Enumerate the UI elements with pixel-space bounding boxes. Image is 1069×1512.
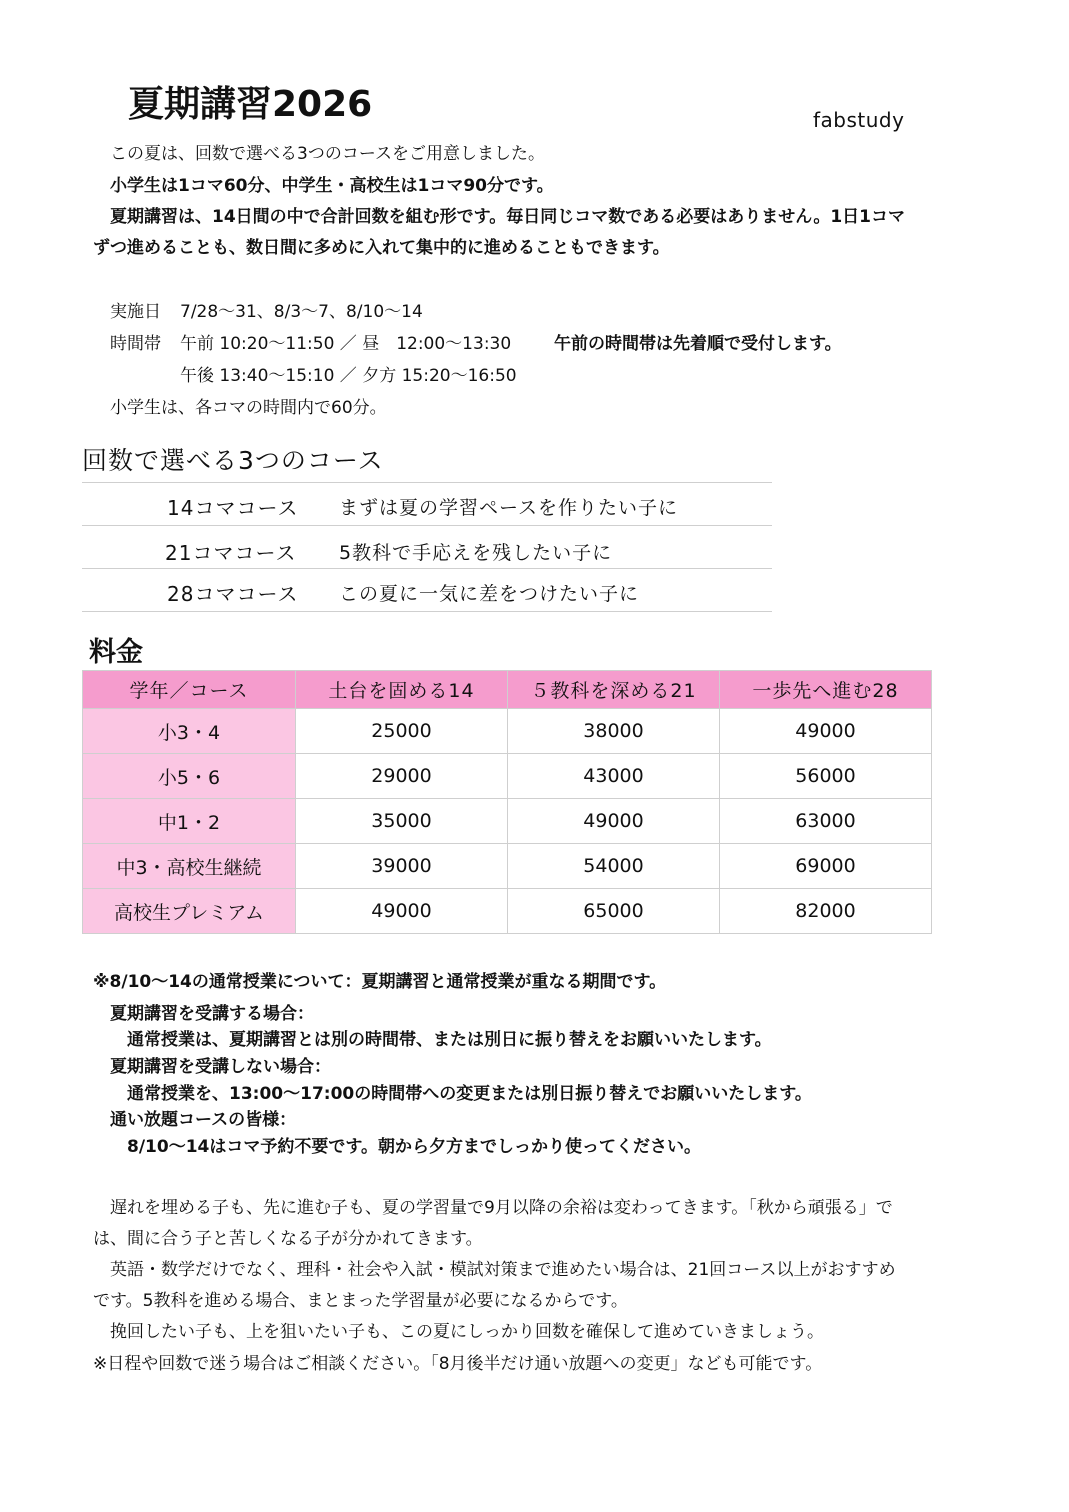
notice-case3-text: 8/10〜14はコマ予約不要です。朝から夕方までしっかり使ってください。 <box>127 1137 701 1157</box>
course-desc-28: この夏に一気に差をつけたい子に <box>339 583 640 605</box>
closing-line-6: ※日程や回数で迷う場合はご相談ください。「8月後半だけ通い放題への変更」なども可能です。 <box>93 1354 823 1374</box>
price-cell: 35000 <box>296 799 508 844</box>
course-divider <box>82 482 772 483</box>
course-name-21: 21コマコース <box>165 541 297 565</box>
grade-cell: 高校生プレミアム <box>83 889 296 934</box>
time-label: 時間帯 <box>110 334 161 354</box>
notice-case3-label: 通い放題コースの皆様： <box>110 1110 297 1130</box>
price-cell: 54000 <box>508 844 720 889</box>
table-row <box>83 889 932 934</box>
column-header-grade: 学年／コース <box>83 671 296 709</box>
closing-line-1: 遅れを埋める子も、先に進む子も、夏の学習量で9月以降の余裕は変わってきます。「秋から頑張る」で <box>110 1198 893 1218</box>
table-row <box>83 799 932 844</box>
column-header-course-14: 土台を固める14 <box>296 671 508 709</box>
notice-case1-label: 夏期講習を受講する場合： <box>110 1004 314 1024</box>
intro-line-1: この夏は、回数で選べる3つのコースをご用意しました。 <box>110 144 545 164</box>
course-name-14: 14コマコース <box>167 496 299 520</box>
table-row <box>83 709 932 754</box>
price-cell: 69000 <box>720 844 932 889</box>
course-desc-21: 5教科で手応えを残したい子に <box>339 542 613 564</box>
course-divider <box>82 568 772 569</box>
price-cell: 39000 <box>296 844 508 889</box>
time-notice: 午前の時間帯は先着順で受付します。 <box>554 334 842 354</box>
price-cell: 49000 <box>296 889 508 934</box>
price-cell: 43000 <box>508 754 720 799</box>
price-cell: 49000 <box>508 799 720 844</box>
closing-line-2: は、間に合う子と苦しくなる子が分かれてきます。 <box>93 1229 483 1249</box>
page-title: 夏期講習2026 <box>128 84 373 125</box>
time-row-2: 午後 13:40〜15:10 ／ 夕方 15:20〜16:50 <box>180 366 517 386</box>
grade-cell: 中1・2 <box>83 799 296 844</box>
notice-case2-label: 夏期講習を受講しない場合： <box>110 1057 331 1077</box>
course-divider <box>82 525 772 526</box>
intro-line-4: ずつ進めることも、数日間に多めに入れて集中的に進めることもできます。 <box>93 238 670 258</box>
notice-case2-text: 通常授業を、13:00〜17:00の時間帯への変更または別日振り替えでお願いいたします。 <box>127 1084 812 1104</box>
price-cell: 49000 <box>720 709 932 754</box>
course-desc-14: まずは夏の学習ペースを作りたい子に <box>339 497 679 519</box>
grade-cell: 中3・高校生継続 <box>83 844 296 889</box>
closing-line-5: 挽回したい子も、上を狙いたい子も、この夏にしっかり回数を確保して進めていきましょう。 <box>110 1322 824 1342</box>
price-cell: 29000 <box>296 754 508 799</box>
intro-line-2: 小学生は1コマ60分、中学生・高校生は1コマ90分です。 <box>110 176 554 196</box>
price-cell: 56000 <box>720 754 932 799</box>
price-cell: 38000 <box>508 709 720 754</box>
intro-line-3: 夏期講習は、14日間の中で合計回数を組む形です。毎日同じコマ数である必要はありません。1日1コマ <box>110 207 905 227</box>
dates-value: 7/28〜31、8/3〜7、8/10〜14 <box>180 302 423 322</box>
notice-title: ※8/10〜14の通常授業について：夏期講習と通常授業が重なる期間です。 <box>93 972 667 992</box>
pricing-heading: 料金 <box>89 637 143 668</box>
course-divider <box>82 611 772 612</box>
price-cell: 82000 <box>720 889 932 934</box>
price-cell: 65000 <box>508 889 720 934</box>
column-header-course-21: ５教科を深める21 <box>508 671 720 709</box>
course-name-28: 28コマコース <box>167 582 299 606</box>
courses-heading: 回数で選べる3つのコース <box>82 446 384 475</box>
notice-case1-text: 通常授業は、夏期講習とは別の時間帯、または別日に振り替えをお願いいたします。 <box>127 1030 772 1050</box>
pricing-header-row <box>83 671 932 709</box>
dates-label: 実施日 <box>110 302 161 322</box>
grade-cell: 小5・6 <box>83 754 296 799</box>
elementary-note: 小学生は、各コマの時間内で60分。 <box>110 398 387 418</box>
pricing-table <box>82 670 932 934</box>
price-cell: 63000 <box>720 799 932 844</box>
table-row <box>83 754 932 799</box>
brand-name: fabstudy <box>813 108 905 132</box>
price-cell: 25000 <box>296 709 508 754</box>
column-header-course-28: 一歩先へ進む28 <box>720 671 932 709</box>
table-row <box>83 844 932 889</box>
grade-cell: 小3・4 <box>83 709 296 754</box>
time-row-1: 午前 10:20〜11:50 ／ 昼 12:00〜13:30 <box>180 334 512 354</box>
closing-line-4: です。5教科を進める場合、まとまった学習量が必要になるからです。 <box>93 1291 628 1311</box>
closing-line-3: 英語・数学だけでなく、理科・社会や入試・模試対策まで進めたい場合は、21回コース以上がおすすめ <box>110 1260 896 1280</box>
